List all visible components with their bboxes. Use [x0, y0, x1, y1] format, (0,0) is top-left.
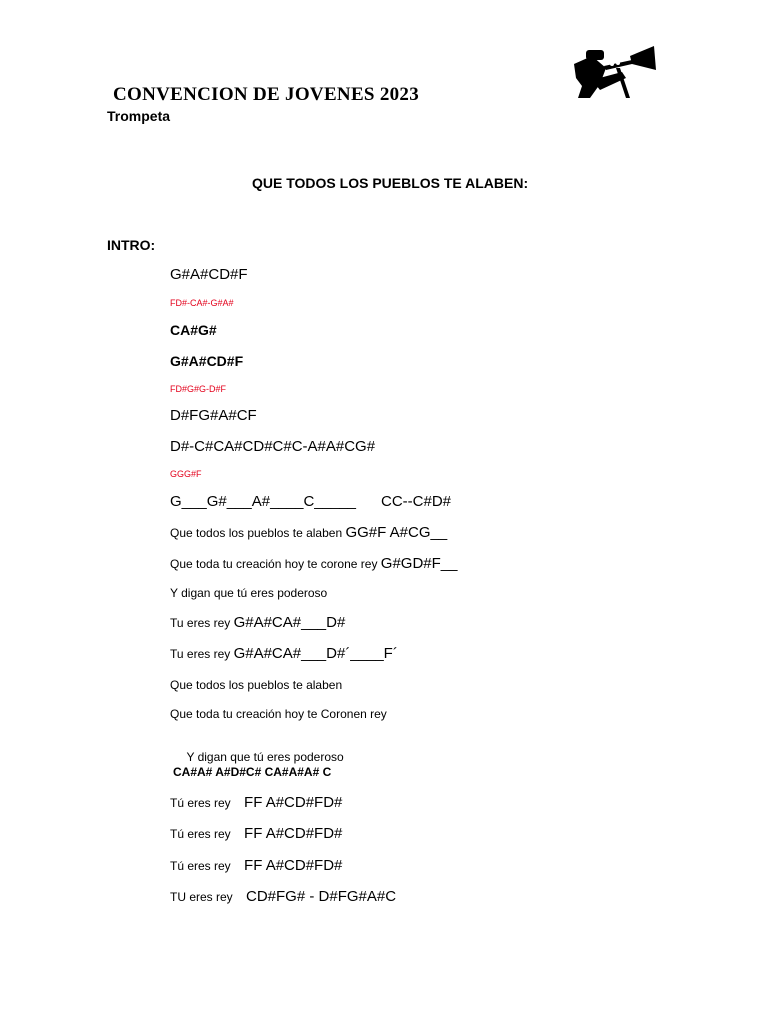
lyric-chords: FF A#CD#FD# — [244, 794, 343, 811]
lyric-chords: G#A#CA#___D# — [233, 614, 346, 631]
instrument-label: Trompeta — [107, 108, 171, 124]
lyric-line — [170, 888, 396, 905]
lyric-text: Tú eres rey — [170, 859, 235, 873]
intro-notes-line: G___G#___A#____C_____ CC--C#D# — [170, 493, 452, 510]
intro-notes-line: G#A#CD#F — [170, 353, 244, 369]
lyric-line — [170, 614, 345, 631]
intro-notes-line: FD#-CA#-G#A# — [170, 298, 234, 308]
lyric-text: Y digan que tú eres poderoso — [183, 750, 344, 764]
lyric-text: Tú eres rey — [170, 796, 235, 810]
lyric-text: Tú eres rey — [170, 827, 235, 841]
lyric-chords: GG#F A#CG__ — [345, 524, 448, 541]
lyric-text: Que toda tu creación hoy te corone rey — [170, 557, 381, 571]
lyric-line — [170, 825, 342, 842]
lyric-line — [170, 586, 327, 600]
lyric-text: Que toda tu creación hoy te Coronen rey — [170, 707, 387, 721]
intro-label: INTRO: — [107, 237, 156, 253]
lyric-chords: FF A#CD#FD# — [244, 825, 343, 842]
intro-notes-line: G#A#CD#F — [170, 266, 248, 283]
lyric-text: Tu eres rey — [170, 616, 234, 630]
lyric-text: Que todos los pueblos te alaben — [170, 678, 343, 692]
lyric-chords: FF A#CD#FD# — [244, 857, 343, 874]
lyric-line — [170, 555, 458, 572]
lyric-text: CA#A# A#D#C# CA#A#A# C — [173, 765, 332, 779]
lyric-text: Tu eres rey — [170, 647, 234, 661]
lyric-line — [170, 794, 342, 811]
song-title: QUE TODOS LOS PUEBLOS TE ALABEN: — [252, 175, 529, 191]
lyric-line — [173, 765, 331, 779]
lyric-line — [170, 707, 387, 721]
lyric-text: TU eres rey — [170, 890, 237, 904]
lyric-chords: G#A#CA#___D#´____F´ — [233, 645, 398, 662]
lyric-text: Que todos los pueblos te alaben — [170, 526, 346, 540]
intro-notes-line: D#-C#CA#CD#C#C-A#A#CG# — [170, 438, 376, 455]
intro-notes-line: FD#G#G-D#F — [170, 384, 227, 394]
page-title: CONVENCION DE JOVENES 2023 — [113, 84, 420, 105]
lyric-line — [170, 857, 342, 874]
trumpet-player-icon — [570, 42, 662, 106]
intro-notes-line: D#FG#A#CF — [170, 407, 257, 424]
intro-notes-line: CA#G# — [170, 322, 217, 338]
lyric-line — [170, 678, 342, 692]
lyric-chords: CD#FG# - D#FG#A#C — [246, 888, 397, 905]
intro-notes-line: GGG#F — [170, 469, 202, 479]
lyric-text: Y digan que tú eres poderoso — [170, 586, 328, 600]
lyric-line — [170, 645, 398, 662]
lyric-chords: G#GD#F__ — [380, 555, 458, 572]
lyric-line — [170, 524, 447, 541]
